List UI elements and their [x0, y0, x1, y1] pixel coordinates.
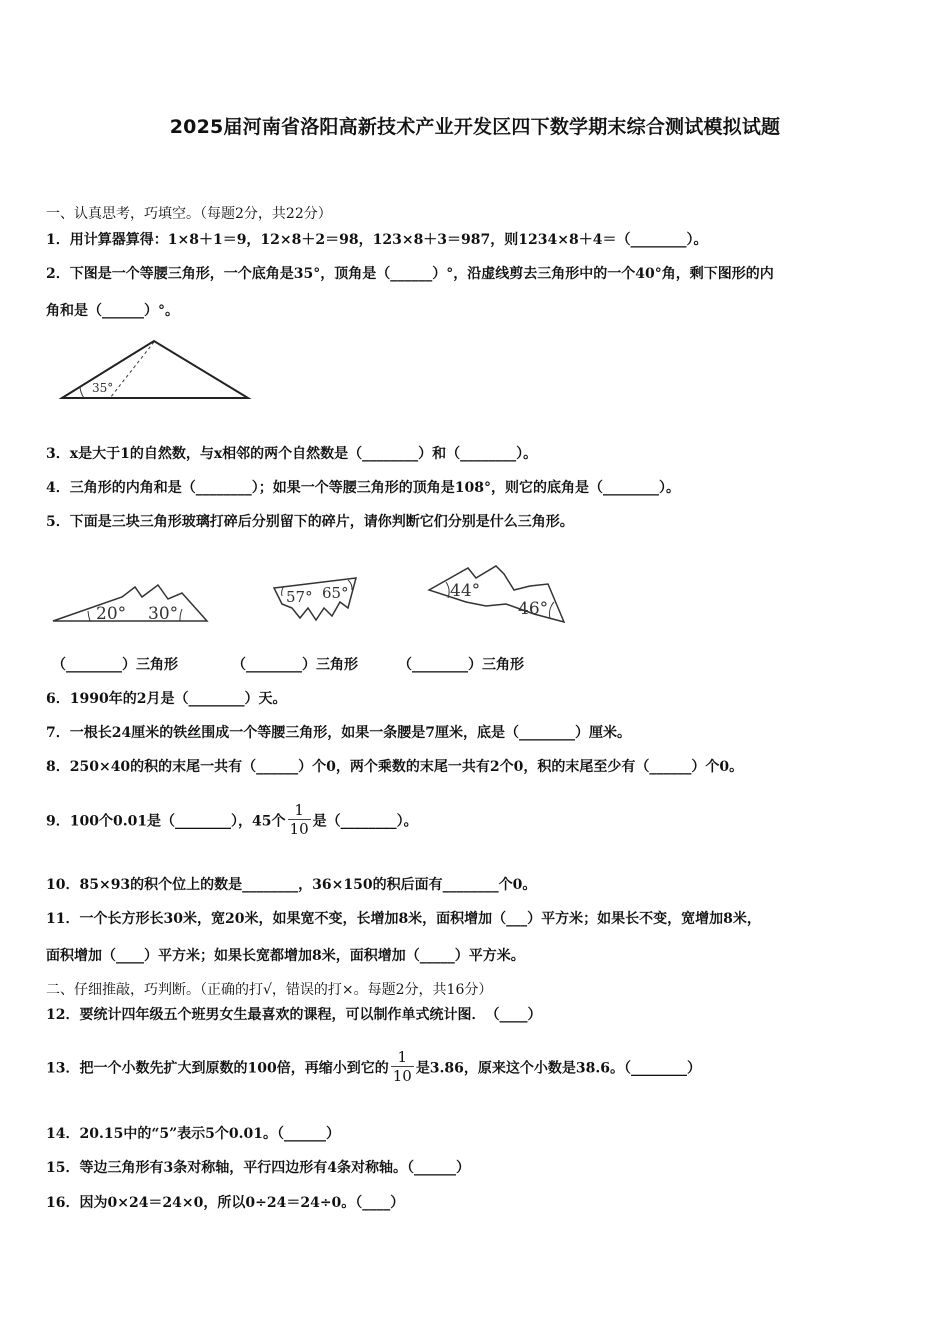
question-13-part-a: 13．把一个小数先扩大到原数的100倍，再缩小到它的: [46, 1060, 389, 1077]
question-1: 1．用计算器算得：1×8＋1＝9，12×8＋2＝98，123×8＋3＝987，则1234×8＋4＝（________）。: [46, 232, 708, 248]
question-3: 3．x是大于1的自然数，与x相邻的两个自然数是（________）和（________）。: [46, 446, 538, 462]
question-13: [46, 1050, 701, 1087]
question-12: 12．要统计四年级五个班男女生最喜欢的课程，可以制作单式统计图． （____）: [46, 1007, 542, 1023]
question-4: 4．三角形的内角和是（________）；如果一个等腰三角形的顶角是108°，则它的底角是（________）。: [46, 480, 680, 496]
fragment-1-angle-right: 30°: [148, 604, 179, 624]
question-2-line-1: 2．下图是一个等腰三角形，一个底角是35°，顶角是（______）°，沿虚线剪去三角形中的一个40°角，剩下图形的内: [46, 266, 774, 282]
question-16: 16．因为0×24＝24×0，所以0÷24＝24÷0。（____）: [46, 1195, 405, 1211]
angle-label-35: 35°: [92, 381, 114, 395]
fraction-one-tenth: $\frac{1}{10}$: [289, 801, 309, 838]
fraction-one-tenth: $\frac{1}{10}$: [392, 1048, 412, 1085]
fragment-1-angle-left: 20°: [96, 604, 127, 624]
q5-answer-3: （________）三角形: [398, 657, 524, 673]
question-2-line-2: 角和是（______）°。: [46, 303, 179, 319]
isosceles-triangle-figure: [58, 336, 258, 406]
question-10: 10．85×93的积个位上的数是________，36×150的积后面有________个0。: [46, 877, 537, 893]
question-11-line-1: 11．一个长方形长30米，宽20米，如果宽不变，长增加8米，面积增加（___）平方米；如果长不变，宽增加8米，: [46, 911, 761, 927]
question-9-part-a: 9．100个0.01是（________），45个: [46, 813, 286, 830]
question-13-part-b: 是3.86，原来这个小数是38.6。（________）: [415, 1060, 702, 1077]
question-7: 7．一根长24厘米的铁丝围成一个等腰三角形，如果一条腰是7厘米，底是（________）厘米。: [46, 725, 631, 741]
page-title: 2025届河南省洛阳高新技术产业开发区四下数学期末综合测试模拟试题: [169, 116, 781, 138]
question-9: [46, 803, 418, 840]
section-1-heading: 一、认真思考，巧填空。（每题2分，共22分）: [46, 206, 332, 222]
fragment-2-angle-left: 57°: [286, 588, 313, 606]
fragment-2-angle-right: 65°: [322, 584, 349, 602]
fragment-3-angle-left: 44°: [450, 581, 481, 601]
q5-answer-2: （________）三角形: [232, 657, 358, 673]
question-11-line-2: 面积增加（____）平方米；如果长宽都增加8米，面积增加（_____）平方米。: [46, 948, 525, 964]
question-5: 5．下面是三块三角形玻璃打碎后分别留下的碎片，请你判断它们分别是什么三角形。: [46, 514, 574, 530]
fragment-3-angle-right: 46°: [518, 599, 549, 619]
q5-answer-1: （________）三角形: [52, 657, 178, 673]
glass-fragment-2: [272, 574, 362, 624]
section-2-heading: 二、仔细推敲，巧判断。（正确的打√，错误的打×。每题2分，共16分）: [46, 982, 493, 998]
question-6: 6．1990年的2月是（________）天。: [46, 691, 287, 707]
question-14: 14．20.15中的“5”表示5个0.01。（______）: [46, 1126, 341, 1142]
question-15: 15．等边三角形有3条对称轴，平行四边形有4条对称轴。（______）: [46, 1160, 470, 1176]
question-9-part-b: 是（________）。: [312, 813, 418, 830]
question-8: 8．250×40的积的末尾一共有（______）个0，两个乘数的末尾一共有2个0，积的末尾至少有（______）个0。: [46, 759, 744, 775]
glass-fragment-1: [50, 585, 210, 625]
glass-fragment-3: [426, 562, 571, 627]
